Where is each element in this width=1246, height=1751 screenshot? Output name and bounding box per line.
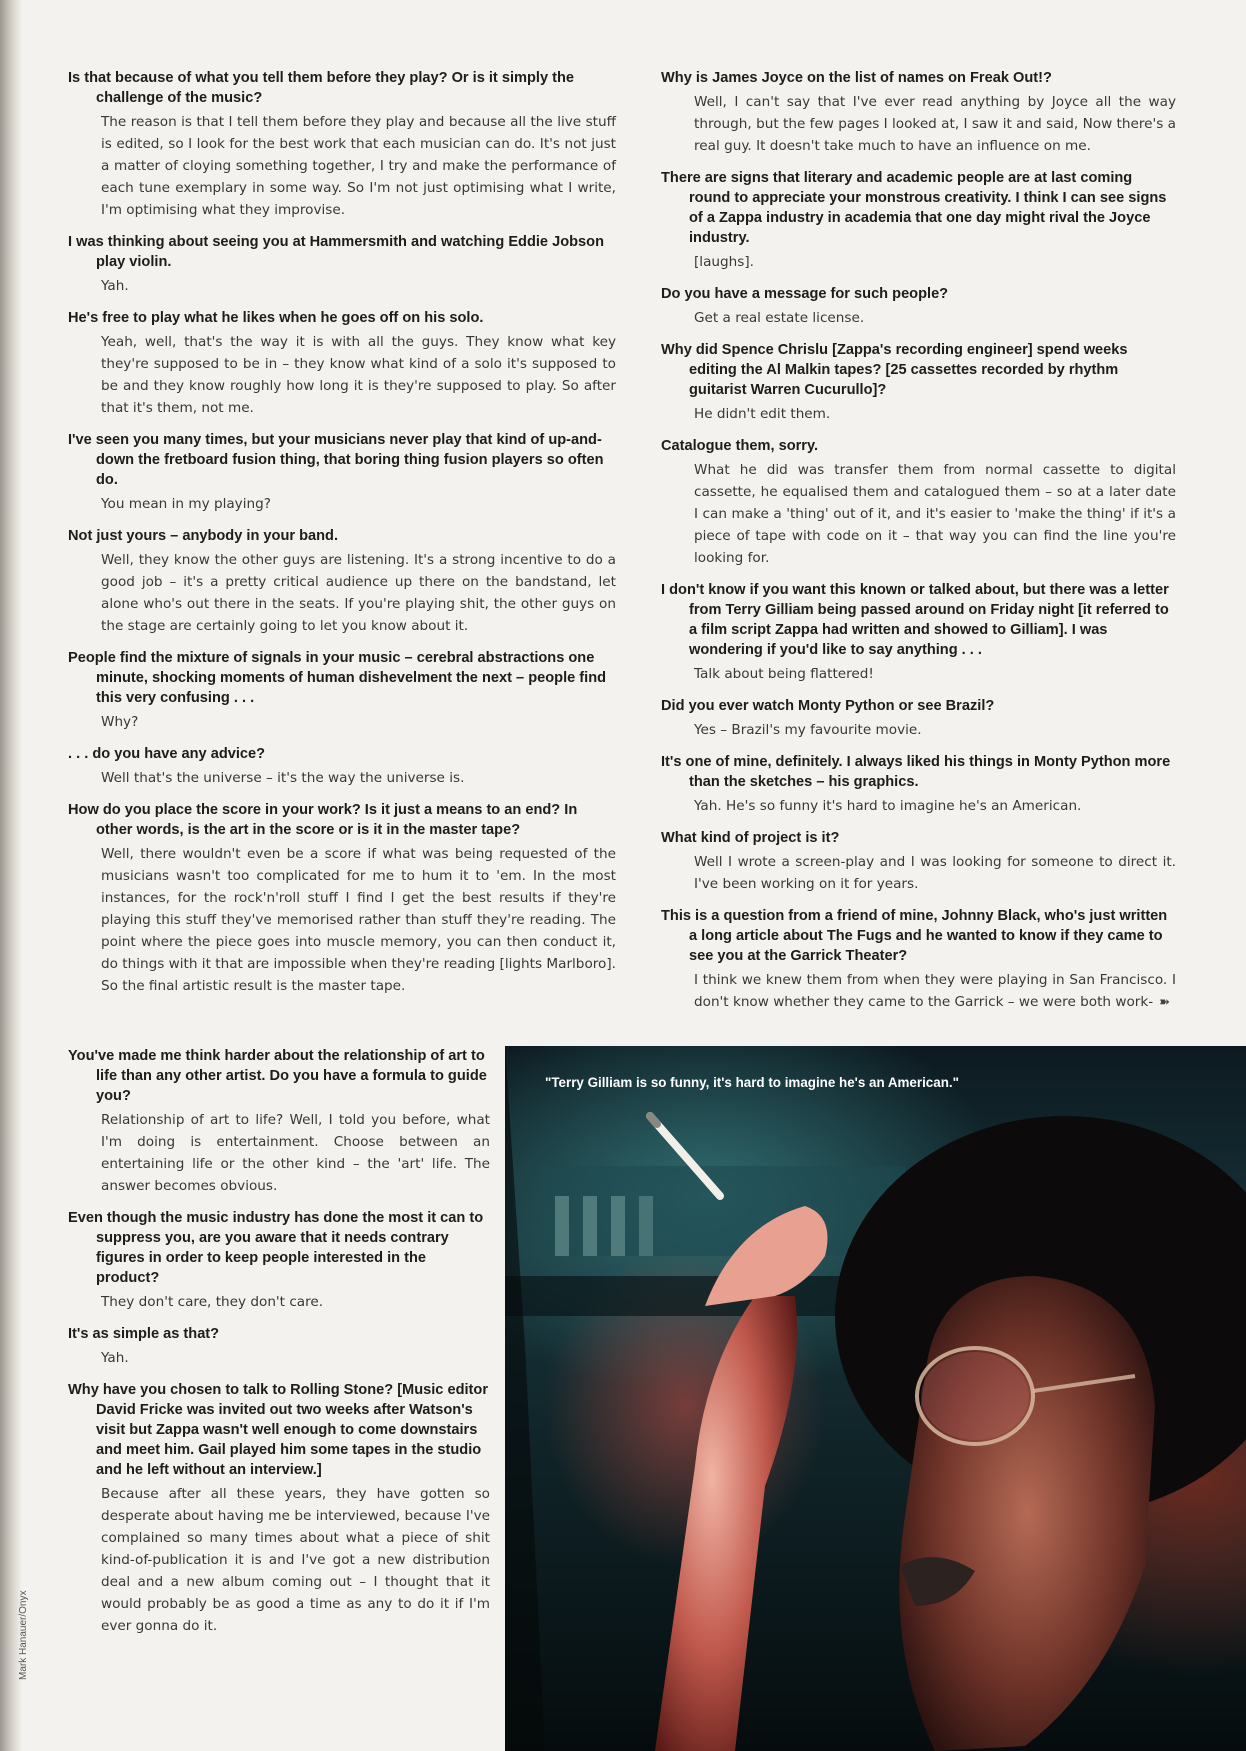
interview-question: He's free to play what he likes when he goes off on his solo. — [68, 310, 484, 326]
interview-answer: He didn't edit them. — [694, 406, 831, 422]
interview-question: People find the mixture of signals in your music – cerebral abstractions one minute, shocking moments of human dishevelment the next – people find this very confusing . . . — [68, 650, 607, 706]
interview-question: Catalogue them, sorry. — [661, 438, 819, 454]
qa-block — [68, 1046, 490, 1197]
interview-answer: Yah. He's so funny it's hard to imagine he's an American. — [694, 798, 1082, 814]
photo-caption: "Terry Gilliam is so funny, it's hard to imagine he's an American." — [545, 1075, 959, 1090]
interview-question: I was thinking about seeing you at Hammersmith and watching Eddie Jobson play violin. — [68, 234, 604, 270]
qa-block — [68, 526, 616, 637]
photo-credit: Mark Hanauer/Onyx — [18, 1590, 29, 1680]
interview-answer: Get a real estate license. — [694, 310, 865, 326]
interview-question: It's as simple as that? — [68, 1326, 220, 1342]
qa-block — [68, 308, 616, 419]
portrait-illustration — [505, 1046, 1246, 1751]
interview-answer: Why? — [101, 714, 139, 730]
interview-question: Even though the music industry has done the most it can to suppress you, are you aware that it needs contrary figures in order to keep people interested in the product? — [68, 1210, 484, 1286]
qa-block — [68, 1380, 490, 1637]
interview-answer: Well, there wouldn't even be a score if what was being requested of the musicians wasn't too complicated for me to hum it to 'em. In the most instances, for the rock'n'roll stuff I find I get the best results if they're playing this stuff they've memorised rather than stuff they're reading. The point where the piece goes into muscle memory, you can then conduct it, do things with it that are impossible when they're reading [lights Marlboro]. So the final artistic result is the master tape. — [101, 846, 616, 994]
interview-question: Is that because of what you tell them before they play? Or is it simply the challenge of the music? — [68, 70, 575, 106]
portrait-photo — [505, 1046, 1246, 1751]
qa-block — [68, 800, 616, 997]
interview-answer: Well that's the universe – it's the way the universe is. — [101, 770, 465, 786]
page-gutter-shadow — [0, 0, 22, 1751]
qa-block — [68, 1208, 490, 1313]
interview-answer: What he did was transfer them from normal cassette to digital cassette, he equalised them and catalogued them – so at a later date I can make a 'thing' out of it, and it's easier to 'make the thing' if it's a piece of tape with code on it – that way you can find the line you're looking for. — [694, 462, 1176, 566]
interview-question: Why did Spence Chrislu [Zappa's recording engineer] spend weeks editing the Al Malkin tapes? [25 cassettes recorded by rhythm guitarist Warren Cucurullo]? — [661, 342, 1128, 398]
qa-block — [68, 430, 616, 515]
qa-block — [661, 752, 1176, 817]
interview-question: What kind of project is it? — [661, 830, 840, 846]
interview-answer: They don't care, they don't care. — [101, 1294, 324, 1310]
qa-block — [661, 68, 1176, 157]
qa-block — [661, 168, 1176, 273]
qa-block — [68, 648, 616, 733]
interview-column-bottom — [68, 1046, 490, 1648]
interview-question: You've made me think harder about the relationship of art to life than any other artist. Do you have a formula to guide you? — [68, 1048, 487, 1104]
interview-question: It's one of mine, definitely. I always liked his things in Monty Python more than the sketches – his graphics. — [661, 754, 1171, 790]
interview-question: Why have you chosen to talk to Rolling Stone? [Music editor David Fricke was invited out two weeks after Watson's visit but Zappa wasn't well enough to come downstairs and meet him. Gail played him some tapes in the studio and he left without an interview.] — [68, 1382, 489, 1478]
interview-answer: [laughs]. — [694, 254, 754, 270]
continue-arrow-icon: ➽ — [1159, 995, 1171, 1010]
interview-question: . . . do you have any advice? — [68, 746, 266, 762]
qa-block — [661, 340, 1176, 425]
qa-block — [661, 436, 1176, 569]
qa-block — [68, 744, 616, 789]
interview-question: There are signs that literary and academic people are at last coming round to appreciate your monstrous creativity. I think I can see signs of a Zappa industry in academia that one day might rival the Joyce industry. — [661, 170, 1167, 246]
qa-block — [661, 828, 1176, 895]
interview-question: This is a question from a friend of mine, Johnny Black, who's just written a long article about The Fugs and he wanted to know if they came to see you at the Garrick Theater? — [661, 908, 1168, 964]
interview-answer: Well, I can't say that I've ever read anything by Joyce all the way through, but the few pages I looked at, I saw it and said, Now there's a real guy. It doesn't take much to have an influence on me. — [694, 94, 1176, 154]
qa-block — [661, 284, 1176, 329]
qa-block — [68, 68, 616, 221]
interview-question: Why is James Joyce on the list of names on Freak Out!? — [661, 70, 1052, 86]
interview-column-right — [661, 68, 1176, 1025]
interview-question: Did you ever watch Monty Python or see Brazil? — [661, 698, 995, 714]
qa-block — [68, 1324, 490, 1369]
interview-answer: Yeah, well, that's the way it is with all the guys. They know what key they're supposed to be in – they know what kind of a solo it's supposed to be and they know roughly how long it is they're supposed to play. So after that it's them, not me. — [101, 334, 616, 416]
qa-block — [661, 580, 1176, 685]
interview-answer: You mean in my playing? — [101, 496, 271, 512]
interview-question: I don't know if you want this known or talked about, but there was a letter from Terry Gilliam being passed around on Friday night [it referred to a film script Zappa had written and showed to Gilliam]. I was wondering if you'd like to say anything . . . — [661, 582, 1169, 658]
interview-column-left — [68, 68, 616, 1008]
interview-answer: Relationship of art to life? Well, I told you before, what I'm doing is entertainment. Choose between an entertaining life or the other kind – the 'art' life. The answer becomes obvious. — [101, 1112, 490, 1194]
interview-answer: Well I wrote a screen-play and I was looking for someone to direct it. I've been working on it for years. — [694, 854, 1176, 892]
interview-answer: I think we knew them from when they were playing in San Francisco. I don't know whether they came to the Garrick – we were both work- ➽ — [694, 972, 1176, 1010]
interview-question: Do you have a message for such people? — [661, 286, 949, 302]
interview-answer: Yes – Brazil's my favourite movie. — [694, 722, 922, 738]
interview-answer: Because after all these years, they have gotten so desperate about having me be interviewed, because I've complained so many times about what a piece of shit kind-of-publication it is and I've got a new distribution deal and a new album coming out – I thought that it would probably be as good a time as any to do it if I'm ever gonna do it. — [101, 1486, 490, 1634]
interview-answer: The reason is that I tell them before they play and because all the live stuff is edited, so I look for the best work that each musician can do. It's not just a matter of cloying something together, I try and make the performance of each tune exemplary in some way. So I'm not just optimising what I write, I'm optimising what they improvise. — [101, 114, 616, 218]
interview-question: How do you place the score in your work? Is it just a means to an end? In other words, is the art in the score or is it in the master tape? — [68, 802, 578, 838]
qa-block — [68, 232, 616, 297]
interview-answer: Talk about being flattered! — [694, 666, 874, 682]
interview-answer: Well, they know the other guys are listening. It's a strong incentive to do a good job – it's a pretty critical audience up there on the bandstand, let alone who's out there in the seats. If you're playing shit, the other guys on the stage are certainly going to let you know about it. — [101, 552, 616, 634]
interview-question: I've seen you many times, but your musicians never play that kind of up-and-down the fretboard fusion thing, that boring thing fusion players so often do. — [68, 432, 604, 488]
qa-block — [661, 906, 1176, 1014]
interview-answer: Yah. — [101, 1350, 129, 1366]
interview-answer: Yah. — [101, 278, 129, 294]
qa-block — [661, 696, 1176, 741]
interview-question: Not just yours – anybody in your band. — [68, 528, 339, 544]
